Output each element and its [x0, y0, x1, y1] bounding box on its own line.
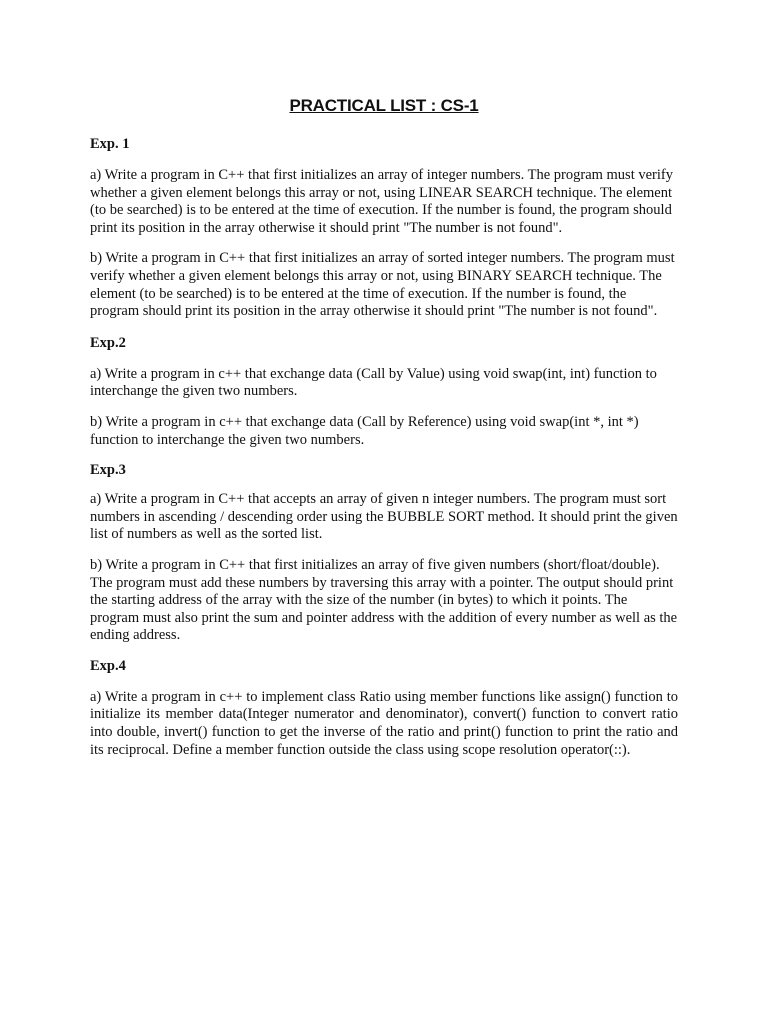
exp-3-part-b: b) Write a program in C++ that first initializes an array of five given numbers (short/float/double). The program must add these numbers by traversing this array with a pointer. The output should print the starting address of the array with the size of the number (in bytes) to which it points. The program must also print the sum and pointer address with the addition of every number as well as the ending address. — [90, 556, 678, 644]
exp-4-heading: Exp.4 — [90, 657, 126, 674]
exp-2-part-b: b) Write a program in c++ that exchange data (Call by Reference) using void swap(int *, int *) function to interchange the given two numbers. — [90, 413, 639, 448]
exp-4-part-a: a) Write a program in c++ to implement class Ratio using member functions like assign() function to initialize its member data(Integer numerator and denominator), convert() function to convert ratio into double, invert() function to get the inverse of the ratio and print() function to print the ratio and its reciprocal. Define a member function outside the class using scope resolution operator(::). — [90, 688, 678, 758]
exp-1-section — [90, 136, 678, 321]
exp-1-part-a: a) Write a program in C++ that first initializes an array of integer numbers. The program must verify whether a given element belongs this array or not, using LINEAR SEARCH technique. The element (to be searched) is to be entered at the time of execution. If the number is found, the program should print its position in the array otherwise it should print "The number is not found". — [90, 167, 673, 236]
exp-1-heading: Exp. 1 — [90, 136, 130, 152]
exp-1-part-b: b) Write a program in C++ that first initializes an array of sorted integer numbers. The program must verify whether a given element belongs this array or not, using BINARY SEARCH technique. The element (to be searched) is to be entered at the time of execution. If the number is found, the program should print its position in the array otherwise it should print "The number is not found". — [90, 250, 675, 320]
exp-3-heading: Exp.3 — [90, 462, 126, 479]
page-title: PRACTICAL LIST : CS-1 — [289, 96, 479, 115]
exp-2-part-a: a) Write a program in c++ that exchange data (Call by Value) using void swap(int, int) function to interchange the given two numbers. — [90, 365, 657, 400]
exp-2-section — [90, 335, 678, 449]
exp-3-section — [90, 462, 678, 645]
exp-4-section — [90, 658, 678, 759]
exp-2-heading: Exp.2 — [90, 334, 126, 351]
document-page — [90, 96, 678, 759]
exp-3-part-a: a) Write a program in C++ that accepts an array of given n integer numbers. The program must sort numbers in ascending / descending order using the BUBBLE SORT method. It should print the given list of numbers as well as the sorted list. — [90, 491, 678, 543]
